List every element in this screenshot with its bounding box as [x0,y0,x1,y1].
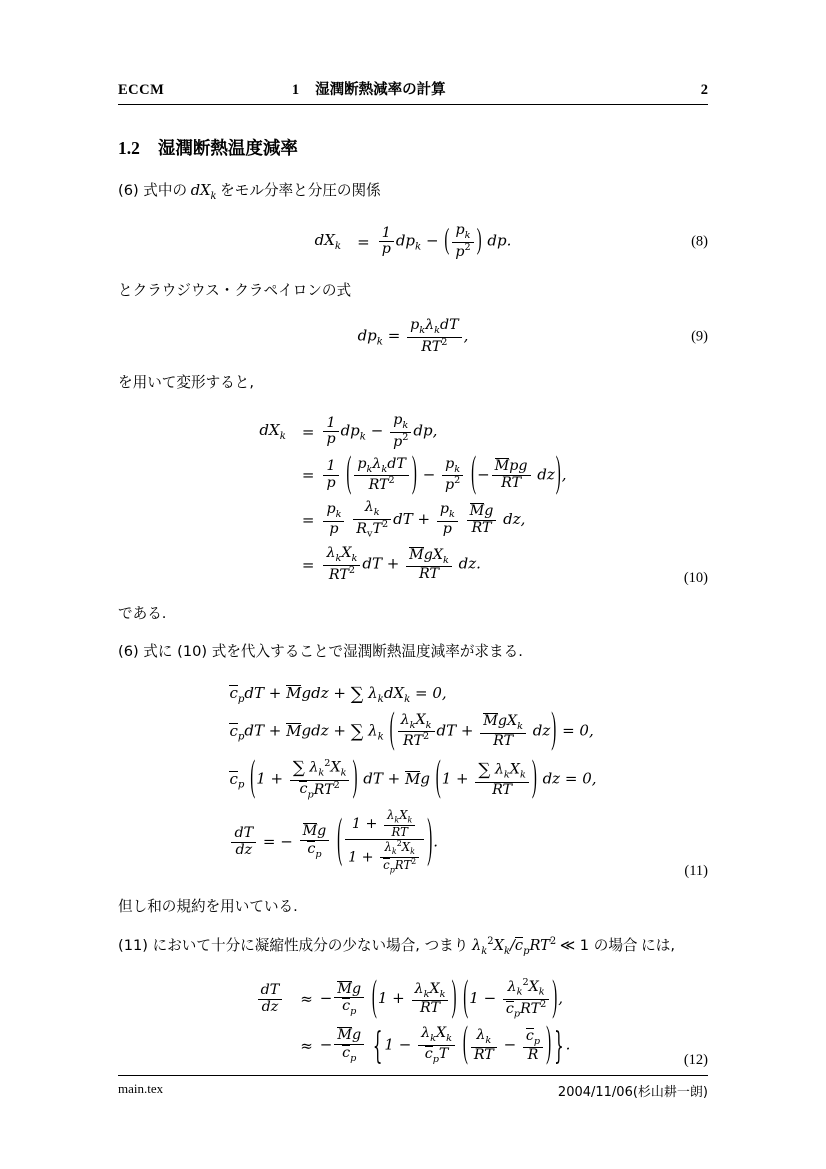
header-section-title: 湿潤断熱減率の計算 [315,82,446,98]
paragraph-7-pre: (11) において十分に凝縮性成分の少ない場合, つまり [118,937,469,955]
equation-12-body: $\frac{dT}{dz}$ ≈ − $\frac{Mg}{c_p}$ (1 + $\frac{\lambda_kX_k}{RT}$ ) (1 − $\frac{\lambda_k^2X_k}{c_pRT^2}$ ), ≈ − $\frac{Mg}{c_p}$ { 1 − $\frac{\lambda_kX_k}{c_pT}$ ( $\frac{\lambda_k}{RT}$ − $\frac{c_p}{R}$ ) } . [256,975,571,1068]
running-footer [118,1075,708,1100]
equation-9 [118,318,708,355]
paragraph-1-post: をモル分率と分圧の関係 [220,182,381,199]
paragraph-2: とクラウジウス・クラペイロンの式 [118,281,352,299]
inline-math-condition: $\lambda_k^2X_k/c_pRT^2$ [472,936,557,958]
equation-12-number: (12) [683,1051,708,1068]
page-content [118,78,708,1085]
equation-11 [118,680,708,880]
equation-8-body: $dX_k$ = $\frac{1}{p}$ $dp_k$ − ( $\frac{p_k}{p^2}$ ) dp. [314,222,512,260]
equation-11-number: (11) [684,862,708,879]
paragraph-4: である. [118,604,167,622]
section-number: 1.2 [118,138,140,158]
paragraph-1-pre: (6) 式中の [118,182,188,199]
paragraph-7 [118,934,708,959]
header-left-title: ECCM [118,82,165,98]
running-header [118,78,708,105]
equation-8 [118,220,708,263]
equation-10-number: (10) [683,569,708,586]
section-heading [118,135,708,160]
header-page-number: 2 [700,82,708,98]
inline-math-dxk: $dX_k$ [190,182,217,202]
equation-10-body: $dX_k$ = $\frac{1}{p}$ $dp_k$ − $\frac{p_k}{p^2}$ dp, = $\frac{1}{p}$ ( $\frac{p_k\lambda_kdT}{RT^2}$ ) − $\frac{p_k}{p^2}$ (− $\frac{\text{Mpg}}{RT}$ dz), = $\frac{p_k}{p}$ $\frac{\lambda_k}{R_vT^2}$ dT + $\frac{p_k}{p}$ $\frac{Mg}{RT}$ dz, = $\frac{\lambda_kX_k}{RT^2}$ dT + $\frac{MgX_k}{RT}$ dz. [259,412,567,583]
footer-filename: main.tex [118,1081,164,1096]
equation-8-number: (8) [691,233,708,250]
paragraph-5: (6) 式に (10) 式を代入することで湿潤断熱温度減率が求まる. [118,643,523,661]
paragraph-3: を用いて変形すると, [118,373,254,391]
equation-11-body: $c_pdT$ + Mgdz + ∑ $\lambda_kdX_k = 0$, $c_pdT$ + Mgdz + ∑ $\lambda_k$ ( $\frac{\lambda_kX_k}{RT^2}$ dT + $\frac{MgX_k}{RT}$ dz) = 0, $c_p$ (1 + $\frac{\sum \lambda_k^2X_k}{c_pRT^2}$ ) dT + Mg (1 + $\frac{\sum \lambda_kX_k}{RT}$ ) dz = 0, $\frac{dT}{dz}$ = − $\frac{Mg}{c_p}$ ( 1 + $\frac{\lambda_kX_k}{RT}$ 1 + $\frac{\lambda_k^2X_k}{c_pRT^2}$ ). [229,683,597,875]
equation-9-number: (9) [691,328,708,345]
paragraph-6: 但し和の規約を用いている. [118,897,298,915]
equation-10 [118,410,708,586]
paragraph-7-post: ≪ 1 の場合 [559,937,638,955]
section-title: 湿潤断熱温度減率 [157,139,298,159]
paragraph-7-end: には, [641,937,675,955]
paragraph-1 [118,180,708,204]
footer-date-author: 2004/11/06(杉山耕一朗) [557,1085,708,1100]
header-section-number: 1 [291,82,300,98]
header-section [292,78,446,99]
equation-9-body: $dp_k$ = $\frac{p_k\lambda_kdT}{RT^2}$ , [357,317,469,355]
equation-12 [118,975,708,1068]
